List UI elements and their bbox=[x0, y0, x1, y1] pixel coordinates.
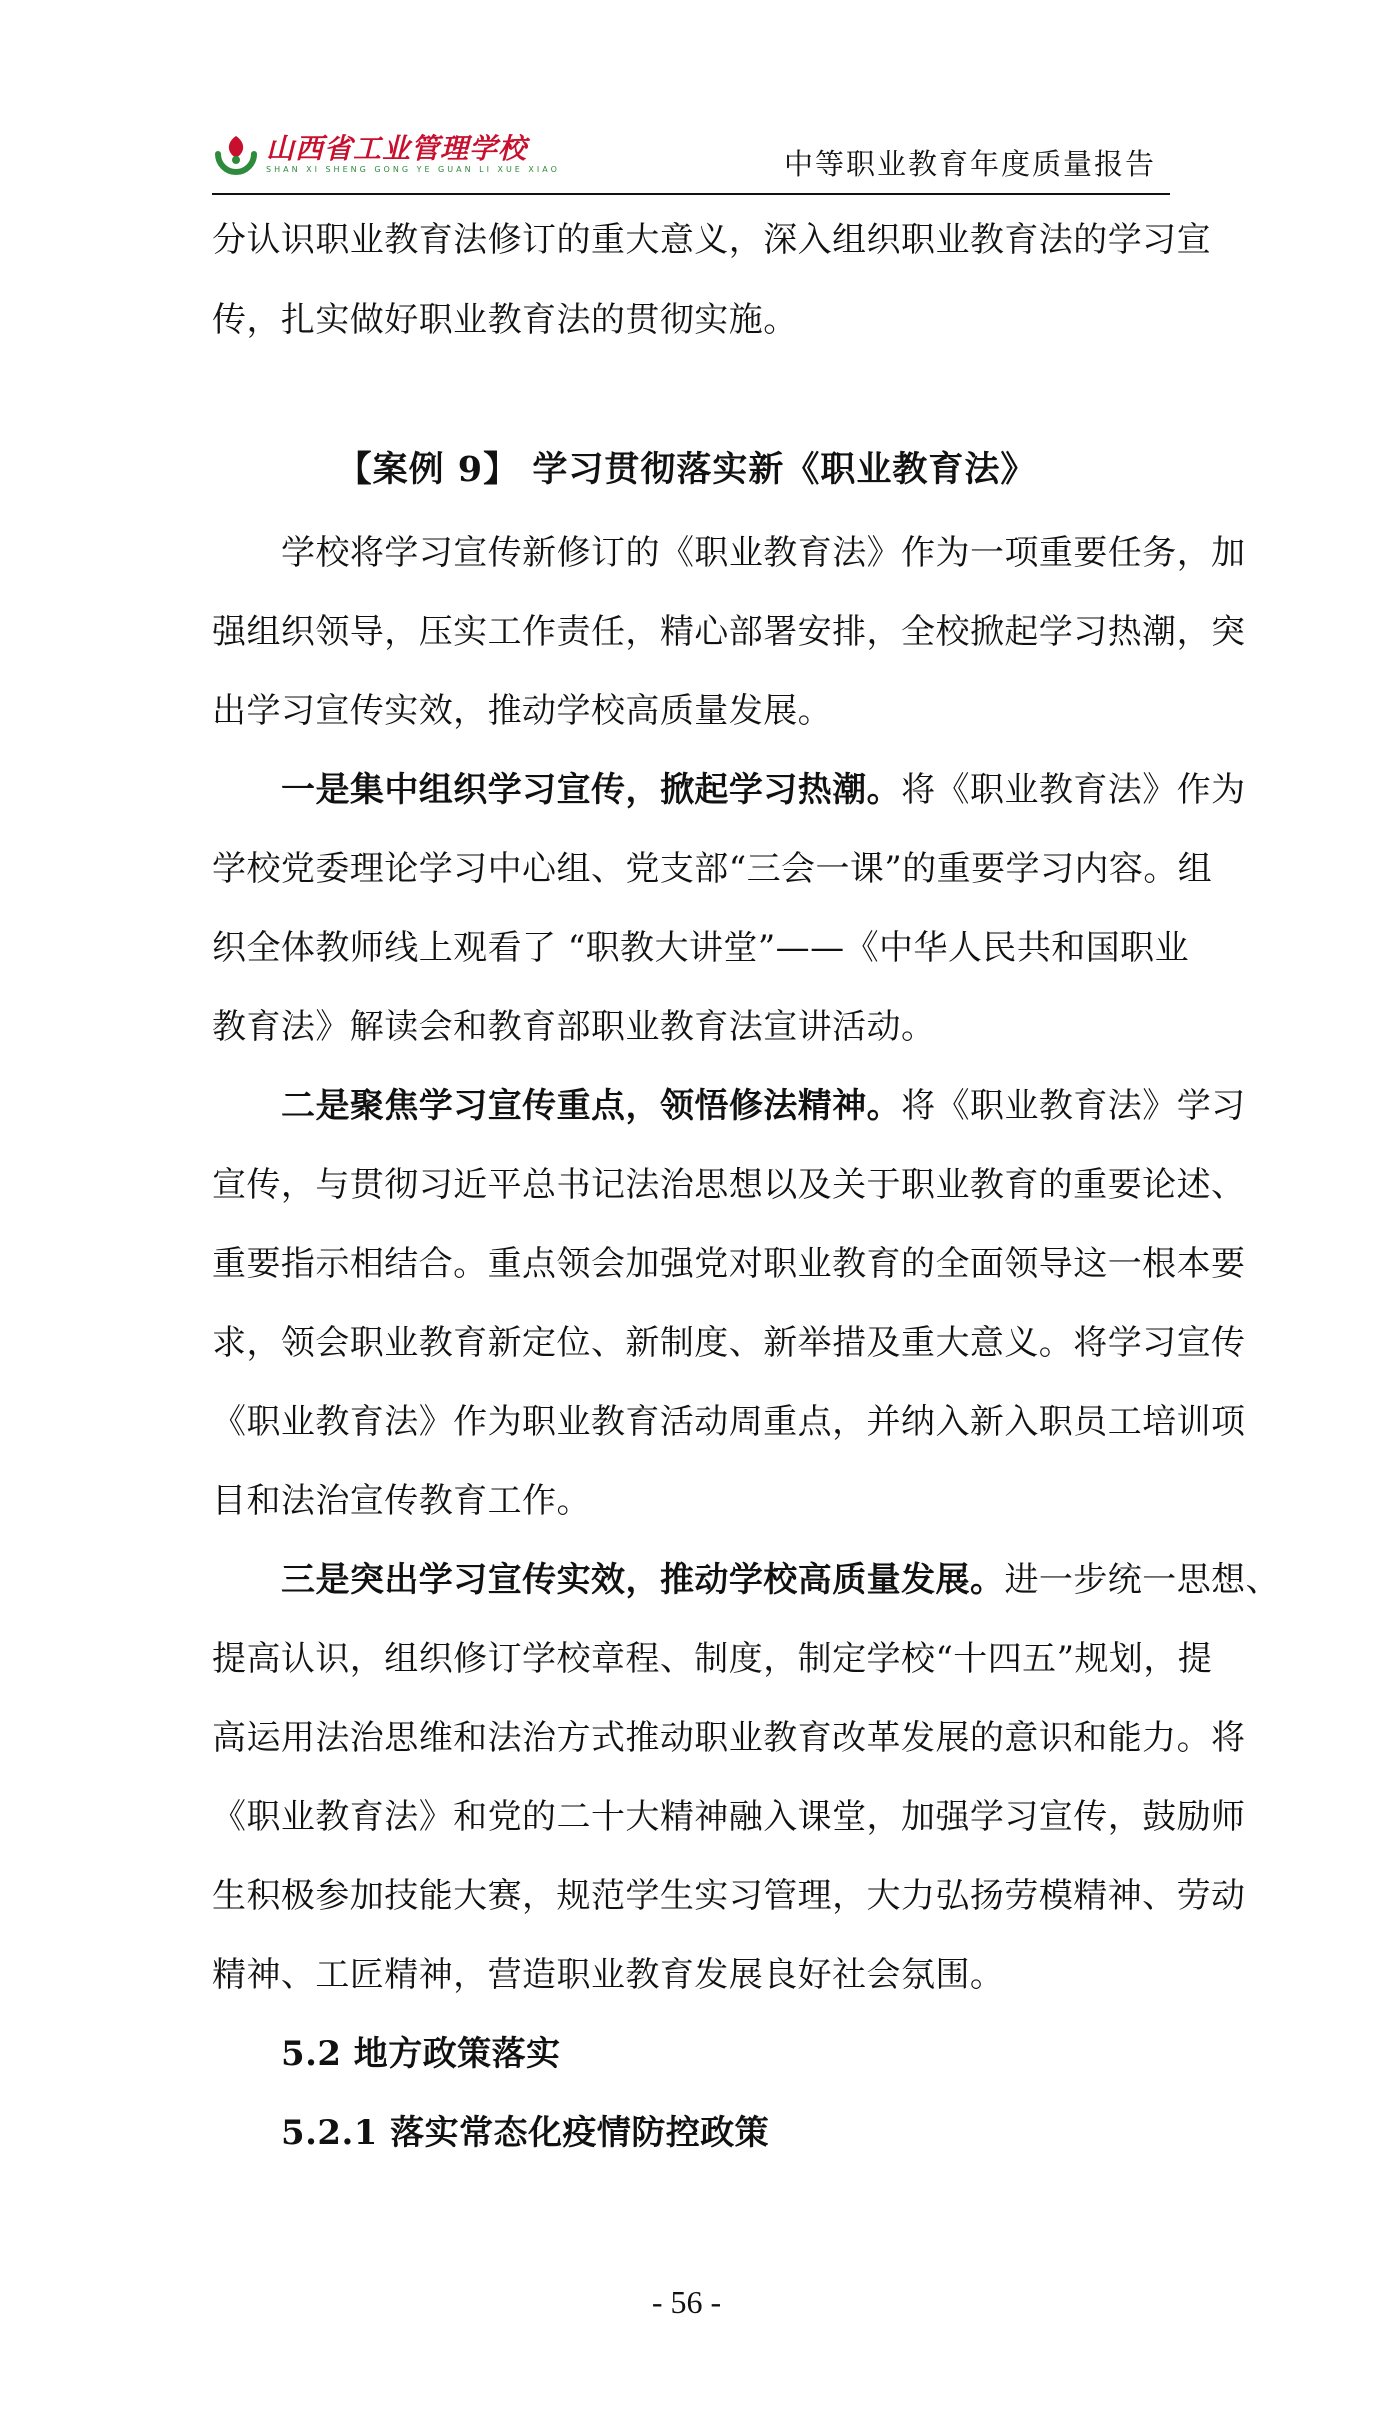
school-pinyin: SHAN XI SHENG GONG YE GUAN LI XUE XIAO bbox=[266, 164, 560, 174]
page-number: - 56 - bbox=[651, 2284, 722, 2320]
school-logo bbox=[212, 130, 560, 178]
report-title: 中等职业教育年度质量报告 bbox=[783, 147, 1156, 181]
body-line: 分认识职业教育法修订的重大意义，深入组织职业教育法的学习宣 bbox=[212, 220, 1212, 260]
body-line: 《职业教育法》作为职业教育活动周重点，并纳入新入职员工培训项 bbox=[212, 1402, 1246, 1442]
body-line: 学校将学习宣传新修订的《职业教育法》作为一项重要任务，加 bbox=[281, 533, 1246, 573]
body-line: 教育法》解读会和教育部职业教育法宣讲活动。 bbox=[212, 1007, 936, 1047]
body-line: 求，领会职业教育新定位、新制度、新举措及重大意义。将学习宣传 bbox=[212, 1323, 1246, 1363]
paragraph-text: 进一步统一思想、 bbox=[1004, 1560, 1281, 1600]
section-heading: 5.2 地方政策落实 bbox=[281, 2034, 561, 2074]
header-divider bbox=[212, 193, 1170, 195]
body-line: 生积极参加技能大赛，规范学生实习管理，大力弘扬劳模精神、劳动 bbox=[212, 1876, 1246, 1916]
body-line: 《职业教育法》和党的二十大精神融入课堂，加强学习宣传，鼓励师 bbox=[212, 1797, 1246, 1837]
body-line: 精神、工匠精神，营造职业教育发展良好社会氛围。 bbox=[212, 1955, 1005, 1995]
body-line: 重要指示相结合。重点领会加强党对职业教育的全面领导这一根本要 bbox=[212, 1244, 1246, 1284]
body-line: 高运用法治思维和法治方式推动职业教育改革发展的意识和能力。将 bbox=[212, 1718, 1246, 1758]
paragraph-lead: 一是集中组织学习宣传，掀起学习热潮。 bbox=[281, 770, 902, 810]
body-line: 学校党委理论学习中心组、党支部“三会一课”的重要学习内容。组 bbox=[212, 849, 1213, 889]
body-line: 强组织领导，压实工作责任，精心部署安排，全校掀起学习热潮，突 bbox=[212, 612, 1246, 652]
body-line: 目和法治宣传教育工作。 bbox=[212, 1481, 591, 1521]
paragraph-lead: 二是聚焦学习宣传重点，领悟修法精神。 bbox=[281, 1086, 902, 1126]
body-line bbox=[281, 765, 1246, 815]
body-line: 提高认识，组织修订学校章程、制度，制定学校“十四五”规划，提 bbox=[212, 1639, 1213, 1679]
paragraph-text: 将《职业教育法》作为 bbox=[901, 770, 1246, 810]
paragraph-lead: 三是突出学习宣传实效，推动学校高质量发展。 bbox=[281, 1560, 1005, 1600]
paragraph-text: 将《职业教育法》学习 bbox=[901, 1086, 1246, 1126]
page-header bbox=[212, 128, 1170, 190]
body-line: 宣传，与贯彻习近平总书记法治思想以及关于职业教育的重要论述、 bbox=[212, 1165, 1246, 1205]
body-line: 传，扎实做好职业教育法的贯彻实施。 bbox=[212, 300, 798, 340]
body-line: 织全体教师线上观看了 “职教大讲堂”——《中华人民共和国职业 bbox=[212, 928, 1190, 968]
body-line bbox=[281, 1081, 1246, 1131]
school-emblem-icon bbox=[212, 130, 260, 178]
subsection-heading: 5.2.1 落实常态化疫情防控政策 bbox=[281, 2113, 770, 2153]
case-title: 【案例 9】 学习贯彻落实新《职业教育法》 bbox=[336, 449, 1037, 490]
school-name: 山西省工业管理学校 bbox=[266, 131, 528, 165]
body-line bbox=[281, 1555, 1281, 1605]
body-line: 出学习宣传实效，推动学校高质量发展。 bbox=[212, 691, 833, 731]
